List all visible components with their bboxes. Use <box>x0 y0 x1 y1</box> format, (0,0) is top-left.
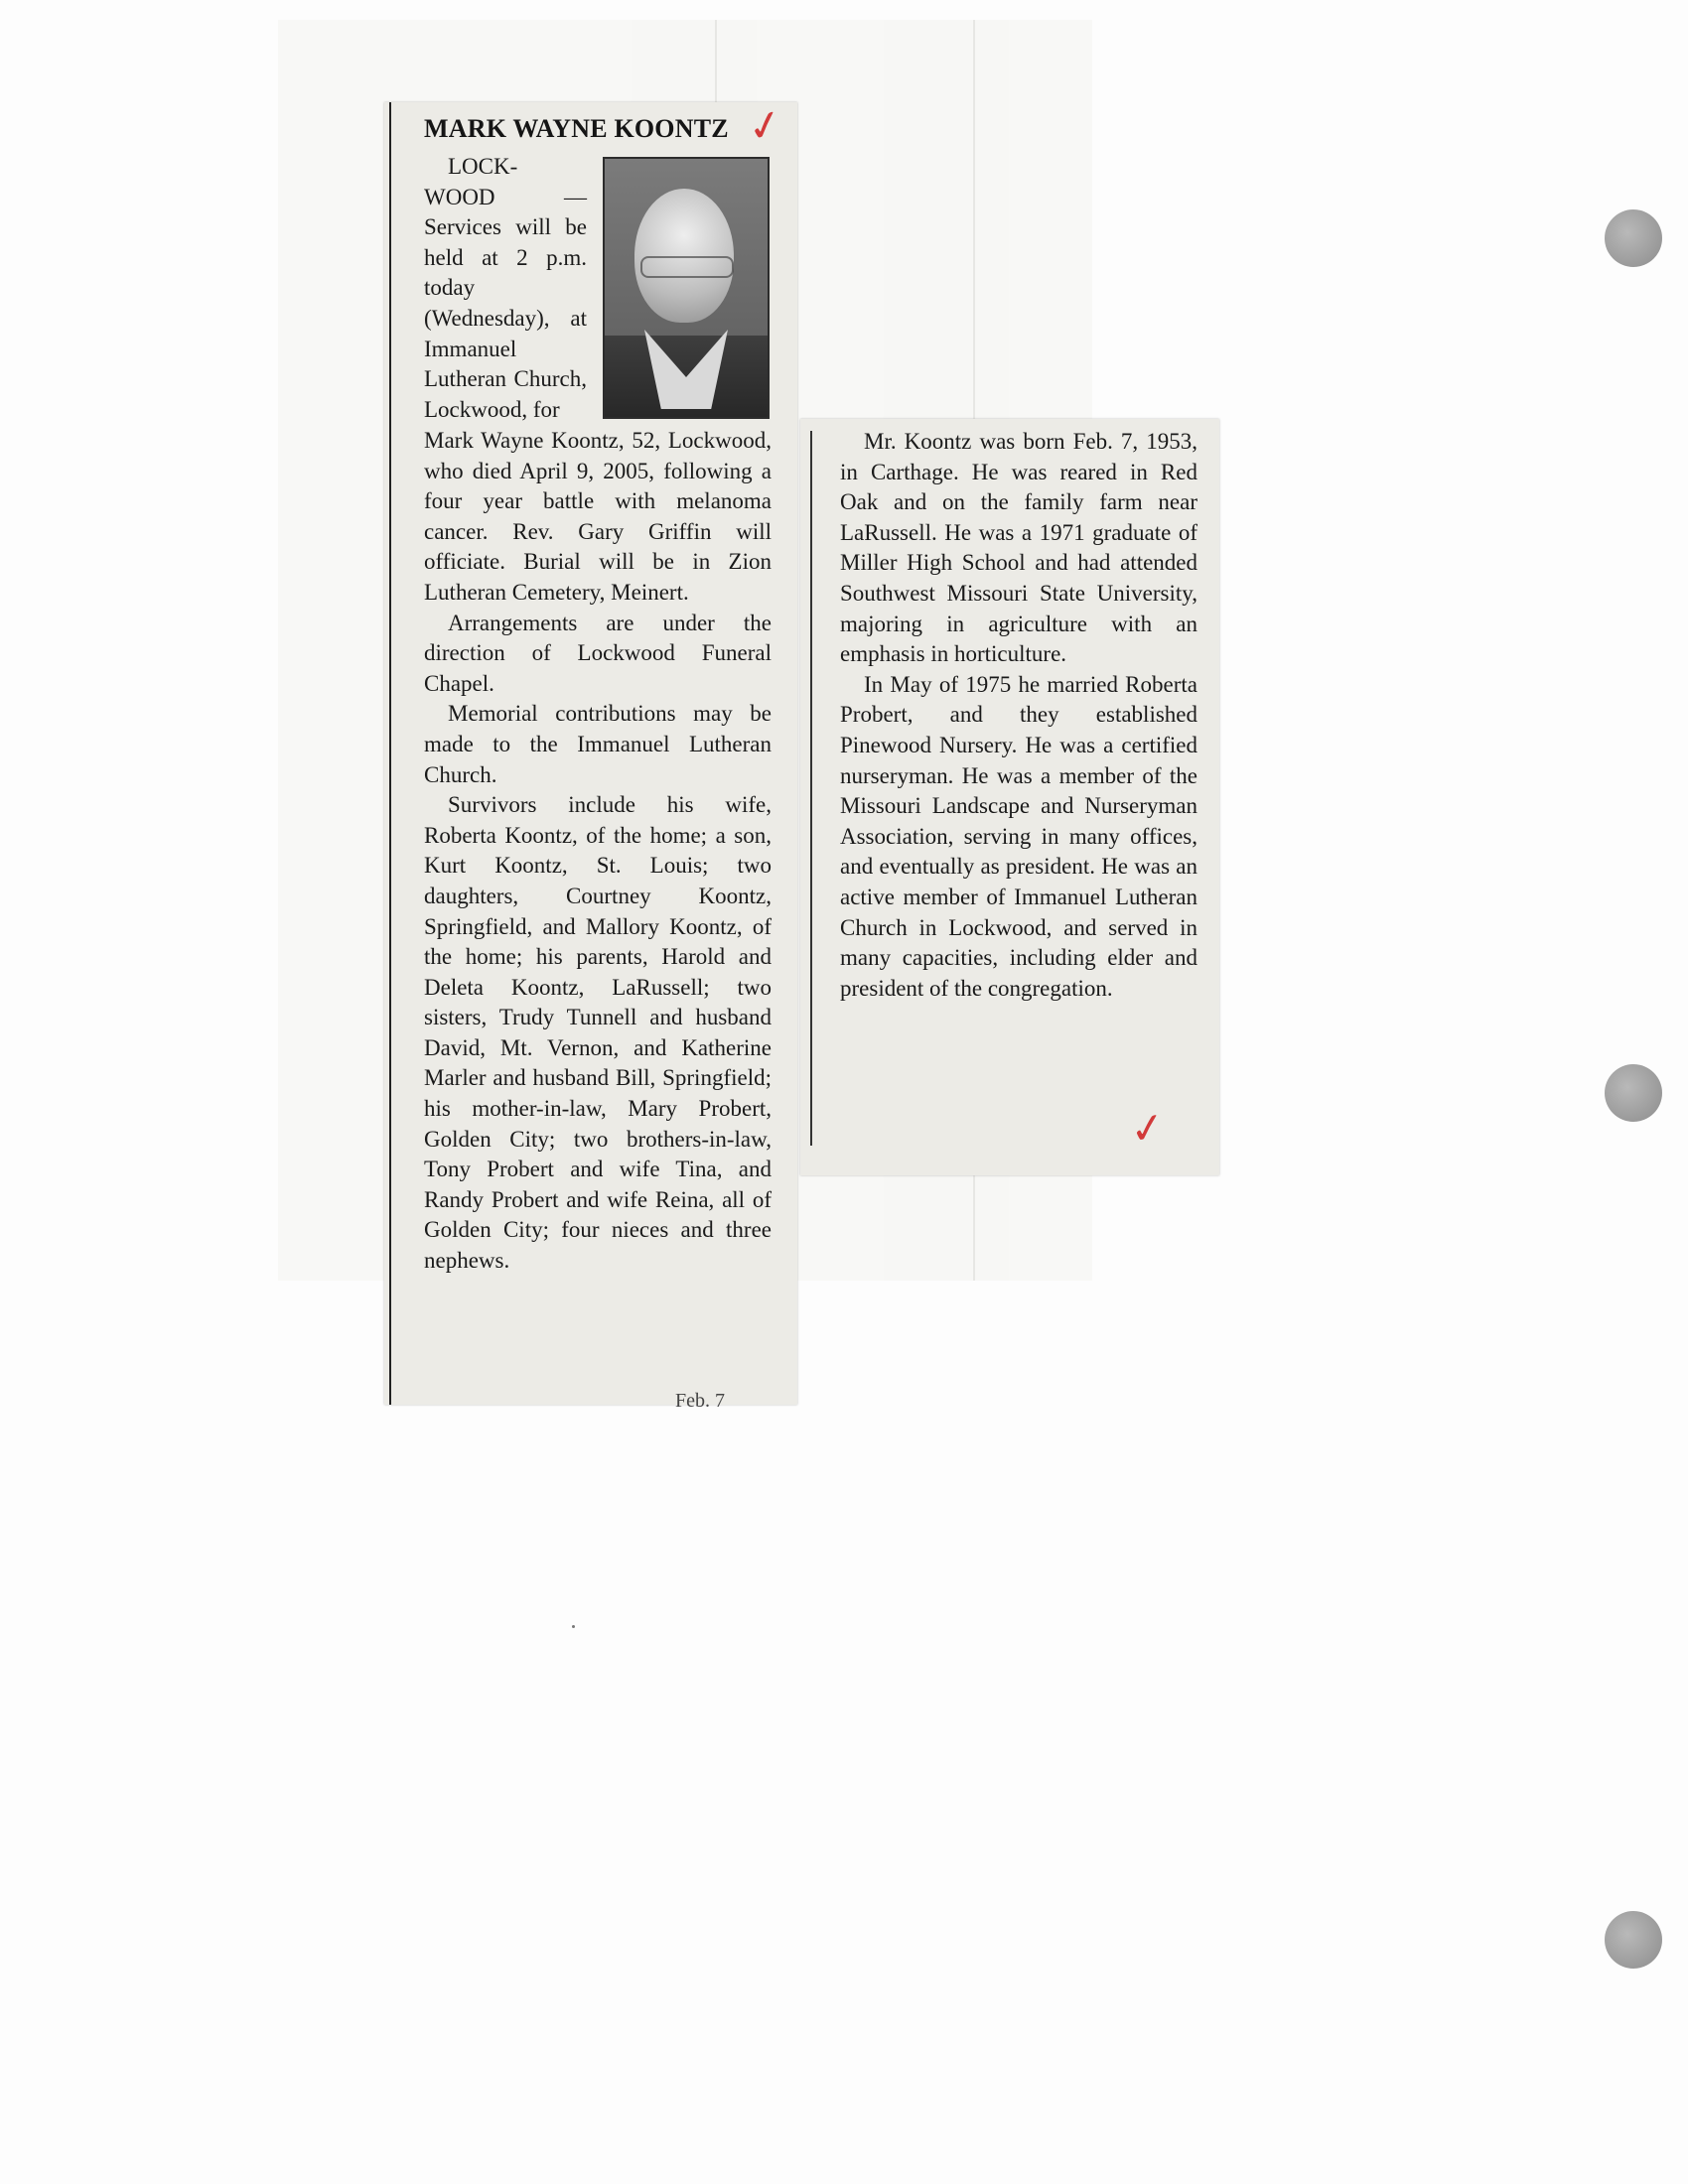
cutoff-text: Feb. 7 <box>675 1390 725 1412</box>
lead-paragraph: LOCK-WOOD — Services will be held at 2 p.m. today (Wednesday), at Immanuel Lutheran Church, Lockwood, for <box>424 154 587 422</box>
paragraph-details: Mark Wayne Koontz, 52, Lockwood, who died April 9, 2005, following a four year battle with melanoma cancer. Rev. Gary Griffin will officiate. Burial will be in Zion Lutheran Cemetery, Meinert. <box>424 428 772 605</box>
paragraph-arrangements: Arrangements are under the direction of Lockwood Funeral Chapel. <box>424 610 772 696</box>
portrait-glasses <box>640 256 734 278</box>
binder-hole <box>1605 209 1662 267</box>
paragraph-biography: Mr. Koontz was born Feb. 7, 1953, in Carthage. He was reared in Red Oak and on the family farm near LaRussell. He was a 1971 graduate of Miller High School and had attended Southwest Missouri State University, majoring in agriculture with an emphasis in horticulture. <box>840 429 1197 667</box>
red-check-mark: ✓ <box>743 97 787 154</box>
portrait-photo <box>603 157 770 419</box>
column-rule <box>810 431 812 1146</box>
obituary-lead-text <box>424 152 587 425</box>
binder-hole <box>1605 1911 1662 1969</box>
obituary-clipping-left <box>384 102 797 1405</box>
obituary-body-right <box>840 427 1197 1004</box>
red-check-mark: ✓ <box>1126 1101 1169 1156</box>
scan-speck <box>572 1625 575 1628</box>
binder-hole <box>1605 1064 1662 1122</box>
obituary-clipping-right <box>800 419 1219 1175</box>
column-rule <box>389 102 391 1405</box>
obituary-headline: MARK WAYNE KOONTZ <box>424 114 729 143</box>
paragraph-survivors: Survivors include his wife, Roberta Koontz, of the home; a son, Kurt Koontz, St. Louis; two daughters, Courtney Koontz, Springfield, and Mallory Koontz, of the home; his parents, Harold and Deleta Koontz, LaRussell; two sisters, Trudy Tunnell and husband David, Mt. Vernon, and Katherine Marler and husband Bill, Springfield; his mother-in-law, Mary Probert, Golden City; two brothers-in-law, Tony Probert and wife Tina, and Randy Probert and wife Reina, all of Golden City; four nieces and three nephews. <box>424 792 772 1274</box>
obituary-body-left <box>424 426 772 1277</box>
paragraph-career: In May of 1975 he married Roberta Probert, and they established Pinewood Nursery. He was a certified nurseryman. He was a member of the Missouri Landscape and Nurseryman Association, serving in many offices, and eventually as president. He was an active member of Immanuel Lutheran Church in Lockwood, and served in many capacities, including elder and president of the congregation. <box>840 671 1197 1001</box>
paragraph-memorials: Memorial contributions may be made to the Immanuel Lutheran Church. <box>424 701 772 787</box>
